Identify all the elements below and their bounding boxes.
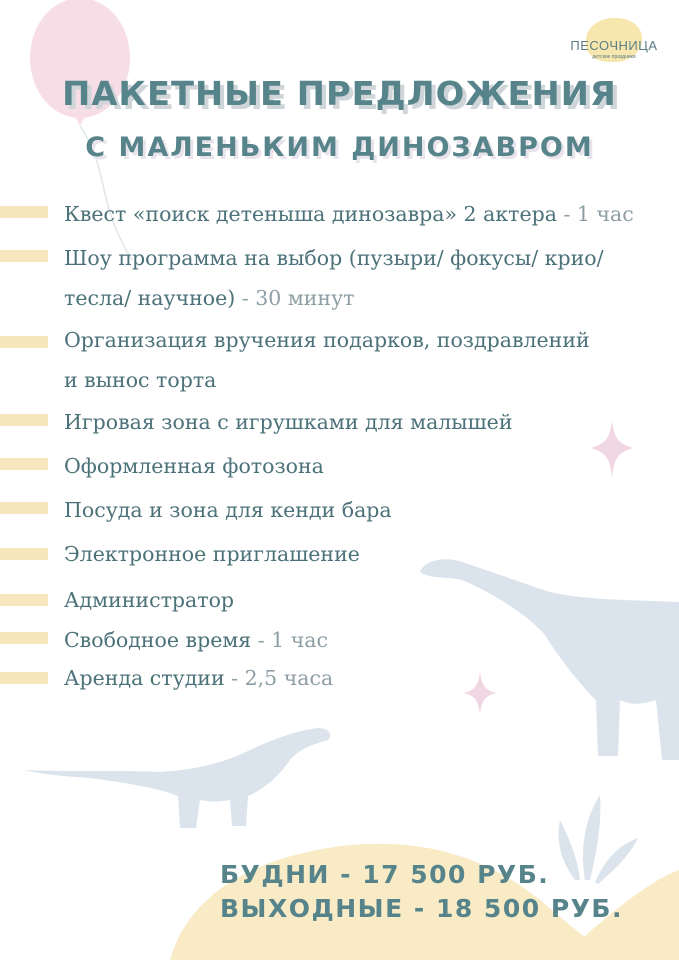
page-title: ПАКЕТНЫЕ ПРЕДЛОЖЕНИЯ <box>62 74 617 113</box>
weekend-price: ВЫХОДНЫЕ - 18 500 РУБ. <box>220 894 623 923</box>
list-item-text: Организация вручения подарков, поздравлений и вынос торта <box>64 328 590 392</box>
list-item-bar <box>0 632 48 644</box>
list-item-bar <box>0 336 48 348</box>
list-item-bar <box>0 458 48 470</box>
list-item-text: Шоу программа на выбор (пузыри/ фокусы/ крио/ тесла/ научное) - 30 минут <box>64 246 604 310</box>
page-subtitle: С МАЛЕНЬКИМ ДИНОЗАВРОМ <box>85 132 594 163</box>
list-item-text: Электронное приглашение <box>64 542 360 566</box>
list-item-text: Аренда студии - 2,5 часа <box>64 666 334 690</box>
list-item-bar <box>0 594 48 606</box>
logo-name: ПЕСОЧНИЦА <box>570 38 658 53</box>
list-item-bar <box>0 414 48 426</box>
price-block <box>220 858 623 926</box>
list-item-text: Свободное время - 1 час <box>64 628 328 652</box>
small-dinosaur-icon <box>24 728 330 828</box>
list-item-bar <box>0 502 48 514</box>
list-item-text: Посуда и зона для кенди бара <box>64 498 392 522</box>
list-item-bar <box>0 250 48 262</box>
list-item-bar <box>0 672 48 684</box>
list-item-text: Квест «поиск детеныша динозавра» 2 актера - 1 час <box>64 202 634 226</box>
logo-subtitle: детские праздники <box>592 54 636 60</box>
list-item-bar <box>0 206 48 218</box>
list-item-bar <box>0 548 48 560</box>
weekday-price: БУДНИ - 17 500 РУБ. <box>220 860 550 889</box>
list-item-text: Администратор <box>64 588 235 612</box>
list-item-text: Оформленная фотозона <box>64 454 324 478</box>
brand-logo <box>566 16 662 64</box>
list-item-text: Игровая зона с игрушками для малышей <box>64 410 513 434</box>
